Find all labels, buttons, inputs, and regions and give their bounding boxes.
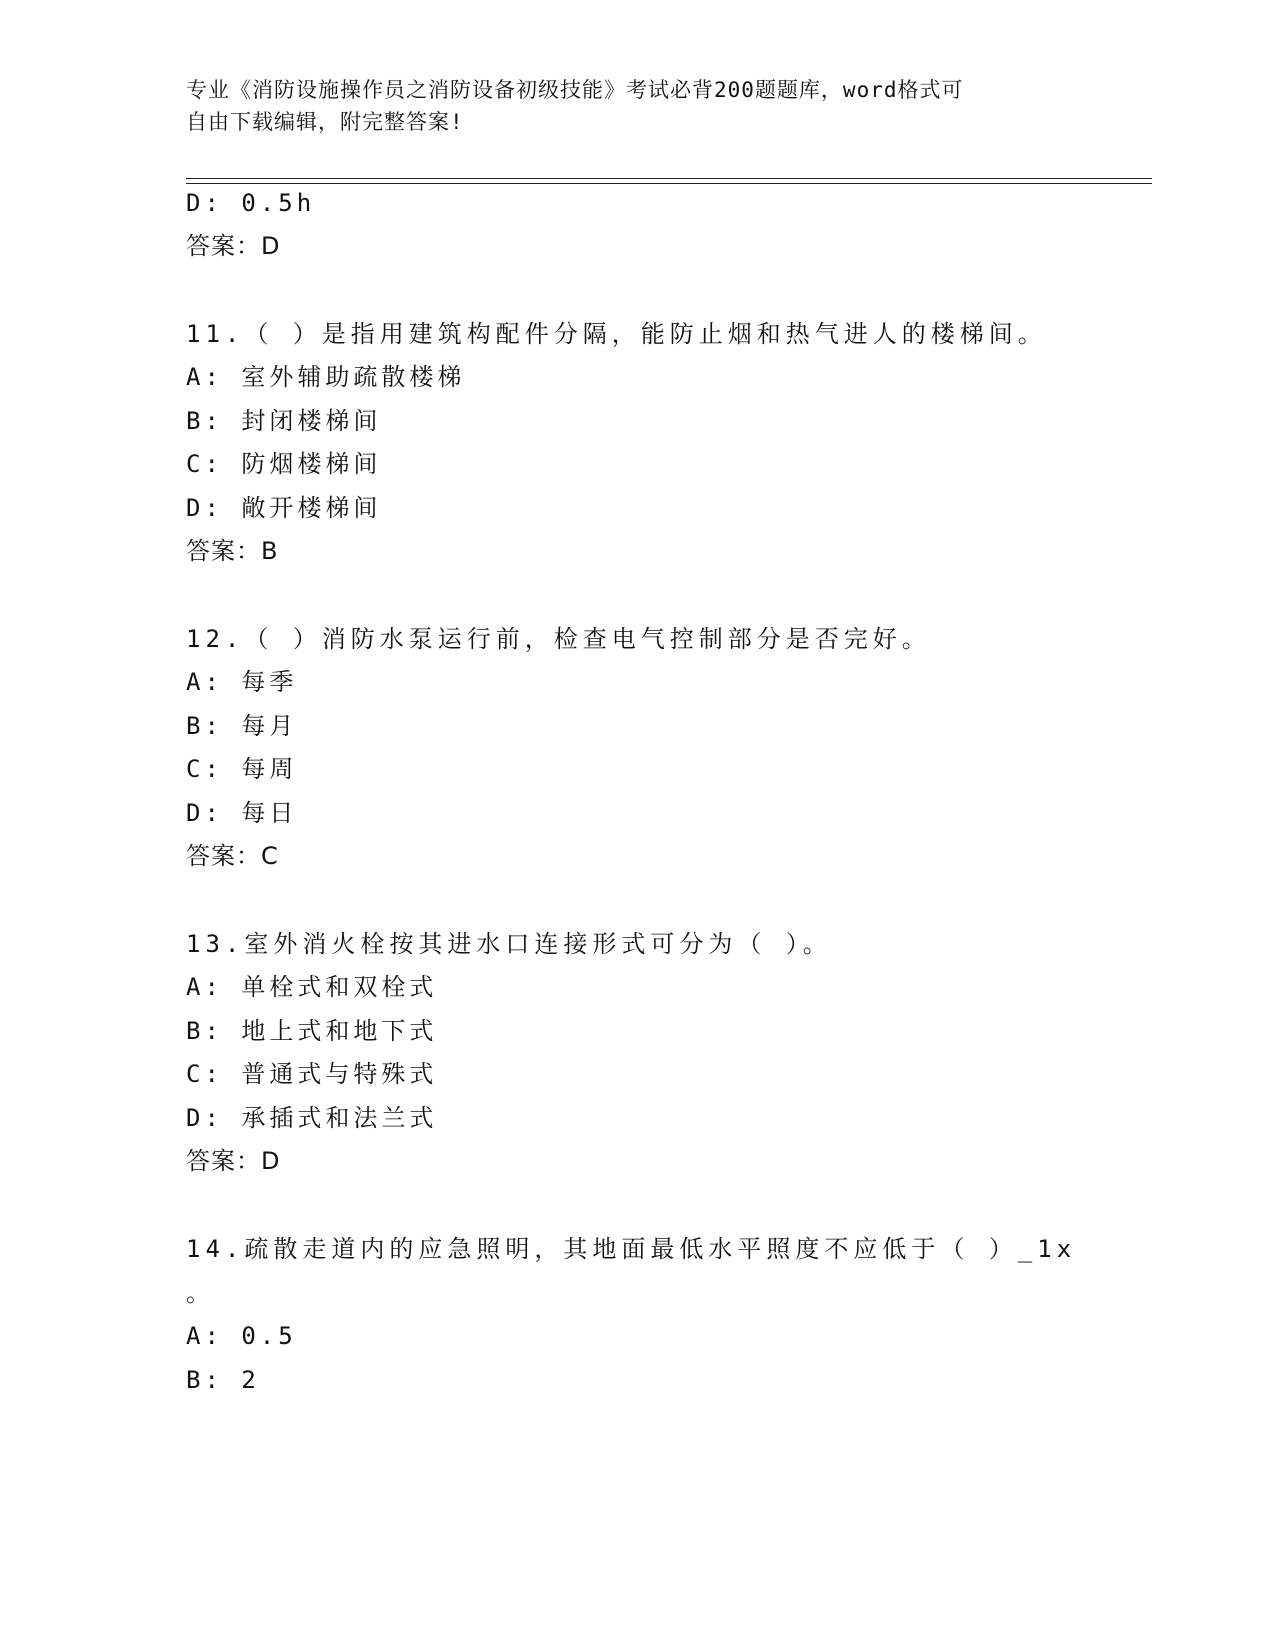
q11-option-c: C: 防烟楼梯间 bbox=[186, 450, 382, 478]
document-header bbox=[186, 74, 1086, 138]
q13-option-c: C: 普通式与特殊式 bbox=[186, 1060, 438, 1088]
q14-stem-continuation: 。 bbox=[186, 1279, 214, 1307]
q14-option-b: B: 2 bbox=[186, 1366, 260, 1394]
q12-option-a: A: 每季 bbox=[186, 668, 298, 696]
q11-stem: 11.（ ）是指用建筑构配件分隔，能防止烟和热气进人的楼梯间。 bbox=[186, 320, 1047, 348]
q11-option-b: B: 封闭楼梯间 bbox=[186, 407, 382, 435]
header-divider-top bbox=[186, 178, 1152, 179]
q13-answer: 答案：D bbox=[186, 1147, 281, 1175]
header-line-1: 专业《消防设施操作员之消防设备初级技能》考试必背200题题库，word格式可 bbox=[186, 78, 964, 102]
q13-stem: 13.室外消火栓按其进水口连接形式可分为（ ）。 bbox=[186, 930, 832, 958]
q12-option-c: C: 每周 bbox=[186, 755, 298, 783]
q12-option-d: D: 每日 bbox=[186, 799, 298, 827]
q13-option-a: A: 单栓式和双栓式 bbox=[186, 973, 438, 1001]
q11-option-a: A: 室外辅助疏散楼梯 bbox=[186, 363, 466, 391]
q12-option-b: B: 每月 bbox=[186, 712, 298, 740]
header-divider-bottom bbox=[186, 183, 1152, 184]
q12-answer: 答案：C bbox=[186, 842, 279, 870]
q13-option-d: D: 承插式和法兰式 bbox=[186, 1104, 438, 1132]
q11-answer: 答案：B bbox=[186, 537, 279, 565]
q12-stem: 12.（ ）消防水泵运行前，检查电气控制部分是否完好。 bbox=[186, 625, 931, 653]
q14-stem: 14.疏散走道内的应急照明，其地面最低水平照度不应低于（ ）_1x bbox=[186, 1235, 1077, 1263]
q10-option-d: D: 0.5h bbox=[186, 189, 316, 217]
q13-option-b: B: 地上式和地下式 bbox=[186, 1017, 438, 1045]
header-line-2: 自由下载编辑，附完整答案! bbox=[186, 110, 464, 134]
q10-answer: 答案：D bbox=[186, 232, 281, 260]
q11-option-d: D: 敞开楼梯间 bbox=[186, 494, 382, 522]
q14-option-a: A: 0.5 bbox=[186, 1322, 297, 1350]
